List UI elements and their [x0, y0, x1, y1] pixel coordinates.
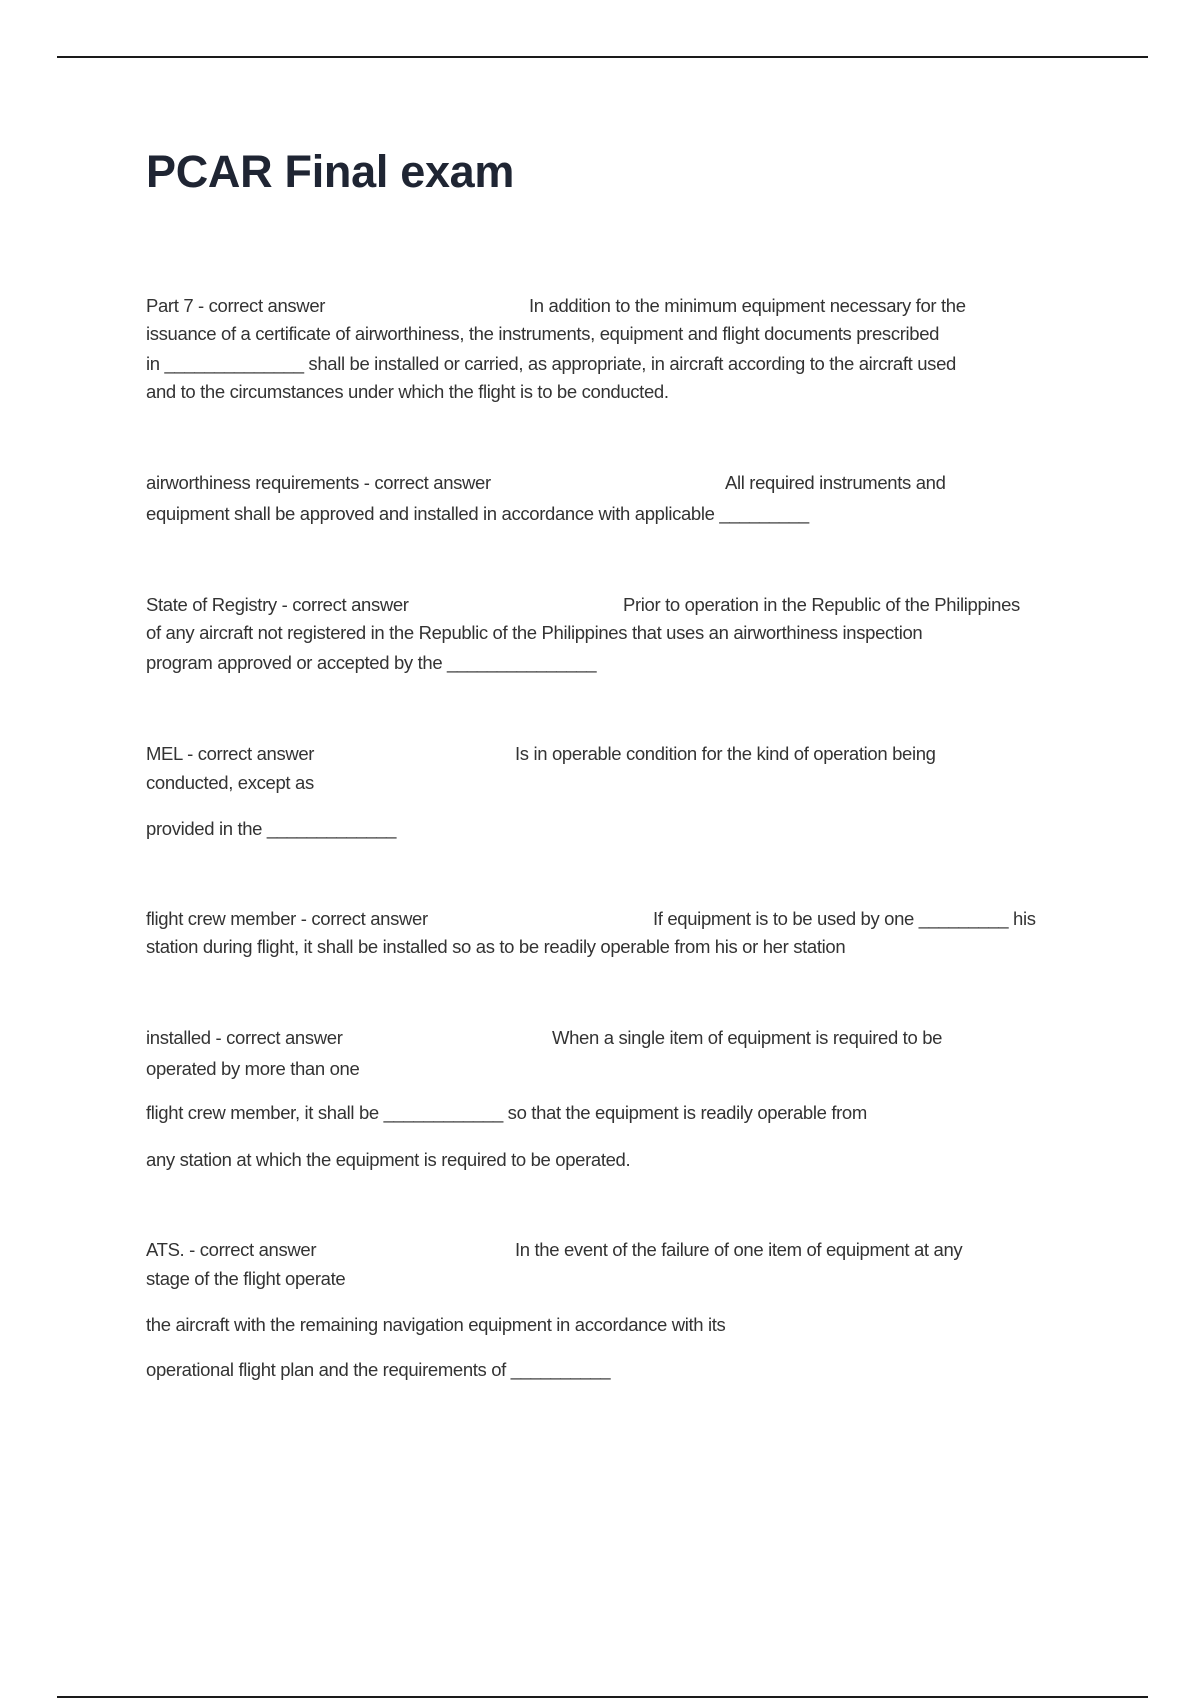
- answer-line: station during flight, it shall be installed so as to be readily operable from his or her station: [146, 936, 846, 957]
- top-rule: [57, 56, 1148, 58]
- term: Part 7 - correct answer: [146, 295, 326, 316]
- answer-line: flight crew member, it shall be ____________ so that the equipment is readily operable from: [146, 1102, 867, 1123]
- answer-line: operational flight plan and the requirements of __________: [146, 1359, 611, 1380]
- answer-line: In addition to the minimum equipment necessary for the: [529, 295, 966, 316]
- answer-line: operated by more than one: [146, 1058, 360, 1079]
- term: airworthiness requirements - correct answer: [146, 472, 491, 493]
- term: ATS. - correct answer: [146, 1239, 317, 1260]
- term: flight crew member - correct answer: [146, 908, 428, 929]
- answer-line: equipment shall be approved and installed in accordance with applicable _________: [146, 503, 809, 524]
- answer-line: any station at which the equipment is required to be operated.: [146, 1149, 631, 1170]
- answer-line: the aircraft with the remaining navigation equipment in accordance with its: [146, 1314, 726, 1335]
- answer-line: Is in operable condition for the kind of operation being: [515, 743, 936, 764]
- answer-line: When a single item of equipment is required to be: [552, 1027, 943, 1048]
- answer-line: issuance of a certificate of airworthiness, the instruments, equipment and flight documents prescribed: [146, 323, 940, 344]
- answer-line: of any aircraft not registered in the Republic of the Philippines that uses an airworthiness inspection: [146, 622, 923, 643]
- answer-line: If equipment is to be used by one _________ his: [653, 908, 1036, 929]
- answer-line: stage of the flight operate: [146, 1268, 346, 1289]
- answer-line: All required instruments and: [725, 472, 946, 493]
- answer-line: program approved or accepted by the _______________: [146, 652, 597, 673]
- term: State of Registry - correct answer: [146, 594, 409, 615]
- term: installed - correct answer: [146, 1027, 343, 1048]
- answer-line: provided in the _____________: [146, 818, 397, 839]
- answer-line: and to the circumstances under which the flight is to be conducted.: [146, 381, 669, 402]
- page-title: PCAR Final exam: [146, 146, 515, 197]
- answer-line: conducted, except as: [146, 772, 314, 793]
- answer-line: In the event of the failure of one item of equipment at any: [515, 1239, 963, 1260]
- term: MEL - correct answer: [146, 743, 315, 764]
- answer-line: Prior to operation in the Republic of the Philippines: [623, 594, 1020, 615]
- bottom-rule: [57, 1696, 1148, 1698]
- answer-line: in ______________ shall be installed or carried, as appropriate, in aircraft according to the aircraft used: [146, 353, 956, 374]
